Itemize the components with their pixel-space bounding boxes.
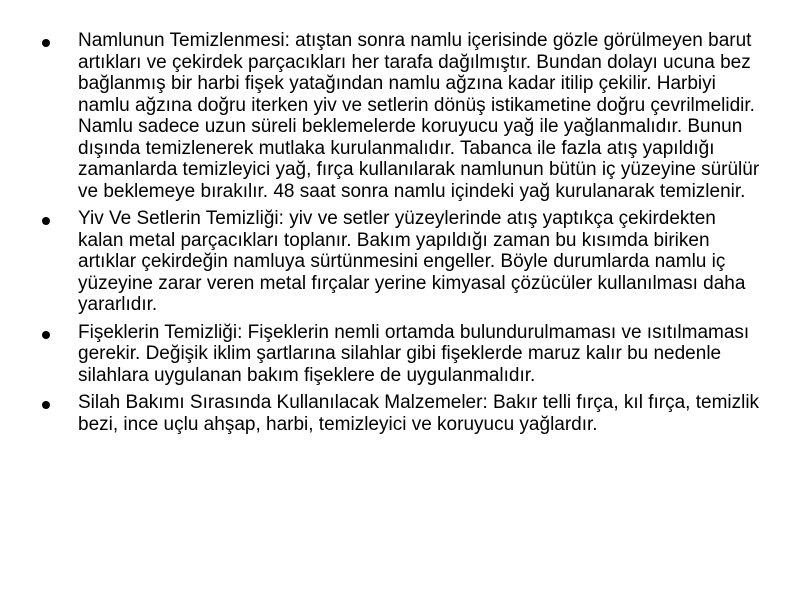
bullet-item-rifling-cleaning: [42, 208, 764, 316]
bullet-text: Fişeklerin Temizliği: Fişeklerin nemli ortamda bulundurulmaması ve ısıtılmaması gerekir. Değişik iklim şartlarına silahlar gibi fişeklerde maruz kalır bu nedenle silahlara uygulanan bakım fişeklere de uygulanmalıdır.: [78, 321, 750, 386]
bullet-text: Silah Bakımı Sırasında Kullanılacak Malzemeler: Bakır telli fırça, kıl fırça, temizlik bezi, ince uçlu ahşap, harbi, temizleyici ve koruyucu yağlardır.: [78, 392, 760, 435]
bullet-text: Yiv Ve Setlerin Temizliği: yiv ve setler yüzeylerinde atış yaptıkça çekirdekten kalan metal parçacıkları toplanır. Bakım yapıldığı zaman bu kısımda biriken artıklar çekirdeğin namluya sürtünmesini engeller. Böyle durumlarda namlu iç yüzeyine zarar veren metal fırçalar yerine kimyasal çözücüler kullanılması daha yararlıdır.: [78, 208, 746, 315]
bullet-item-maintenance-materials: [42, 392, 764, 435]
bullet-text: Namlunun Temizlenmesi: atıştan sonra namlu içerisinde gözle görülmeyen barut artıkları ve çekirdek parçacıkları her tarafa dağılmıştır. Bundan dolayı ucuna bez bağlanmış bir harbi fişek yatağından namlu ağzına kadar itilip çekilir. Harbiyi namlu ağzına doğru iterken yiv ve setlerin dönüş istikametine doğru çevrilmelidir. Namlu sadece uzun süreli beklemelerde koruyucu yağ ile yağlanmalıdır. Bunun dışında temizlenerek mutlaka kurulanmalıdır. Tabanca ile fazla atış yapıldığı zamanlarda temizleyici yağ, fırça kullanılarak namlunun bütün iç yüzeyine sürülür ve beklemeye bırakılır. 48 saat sonra namlu içindeki yağ kurulanarak temizlenir.: [78, 30, 760, 202]
bullet-dot-icon: [42, 217, 50, 225]
bullet-dot-icon: [42, 331, 50, 339]
bullet-dot-icon: [42, 401, 50, 409]
bullet-list: [42, 30, 764, 441]
bullet-item-barrel-cleaning: [42, 30, 764, 202]
bullet-dot-icon: [42, 39, 50, 47]
bullet-item-cartridge-cleaning: [42, 322, 764, 387]
